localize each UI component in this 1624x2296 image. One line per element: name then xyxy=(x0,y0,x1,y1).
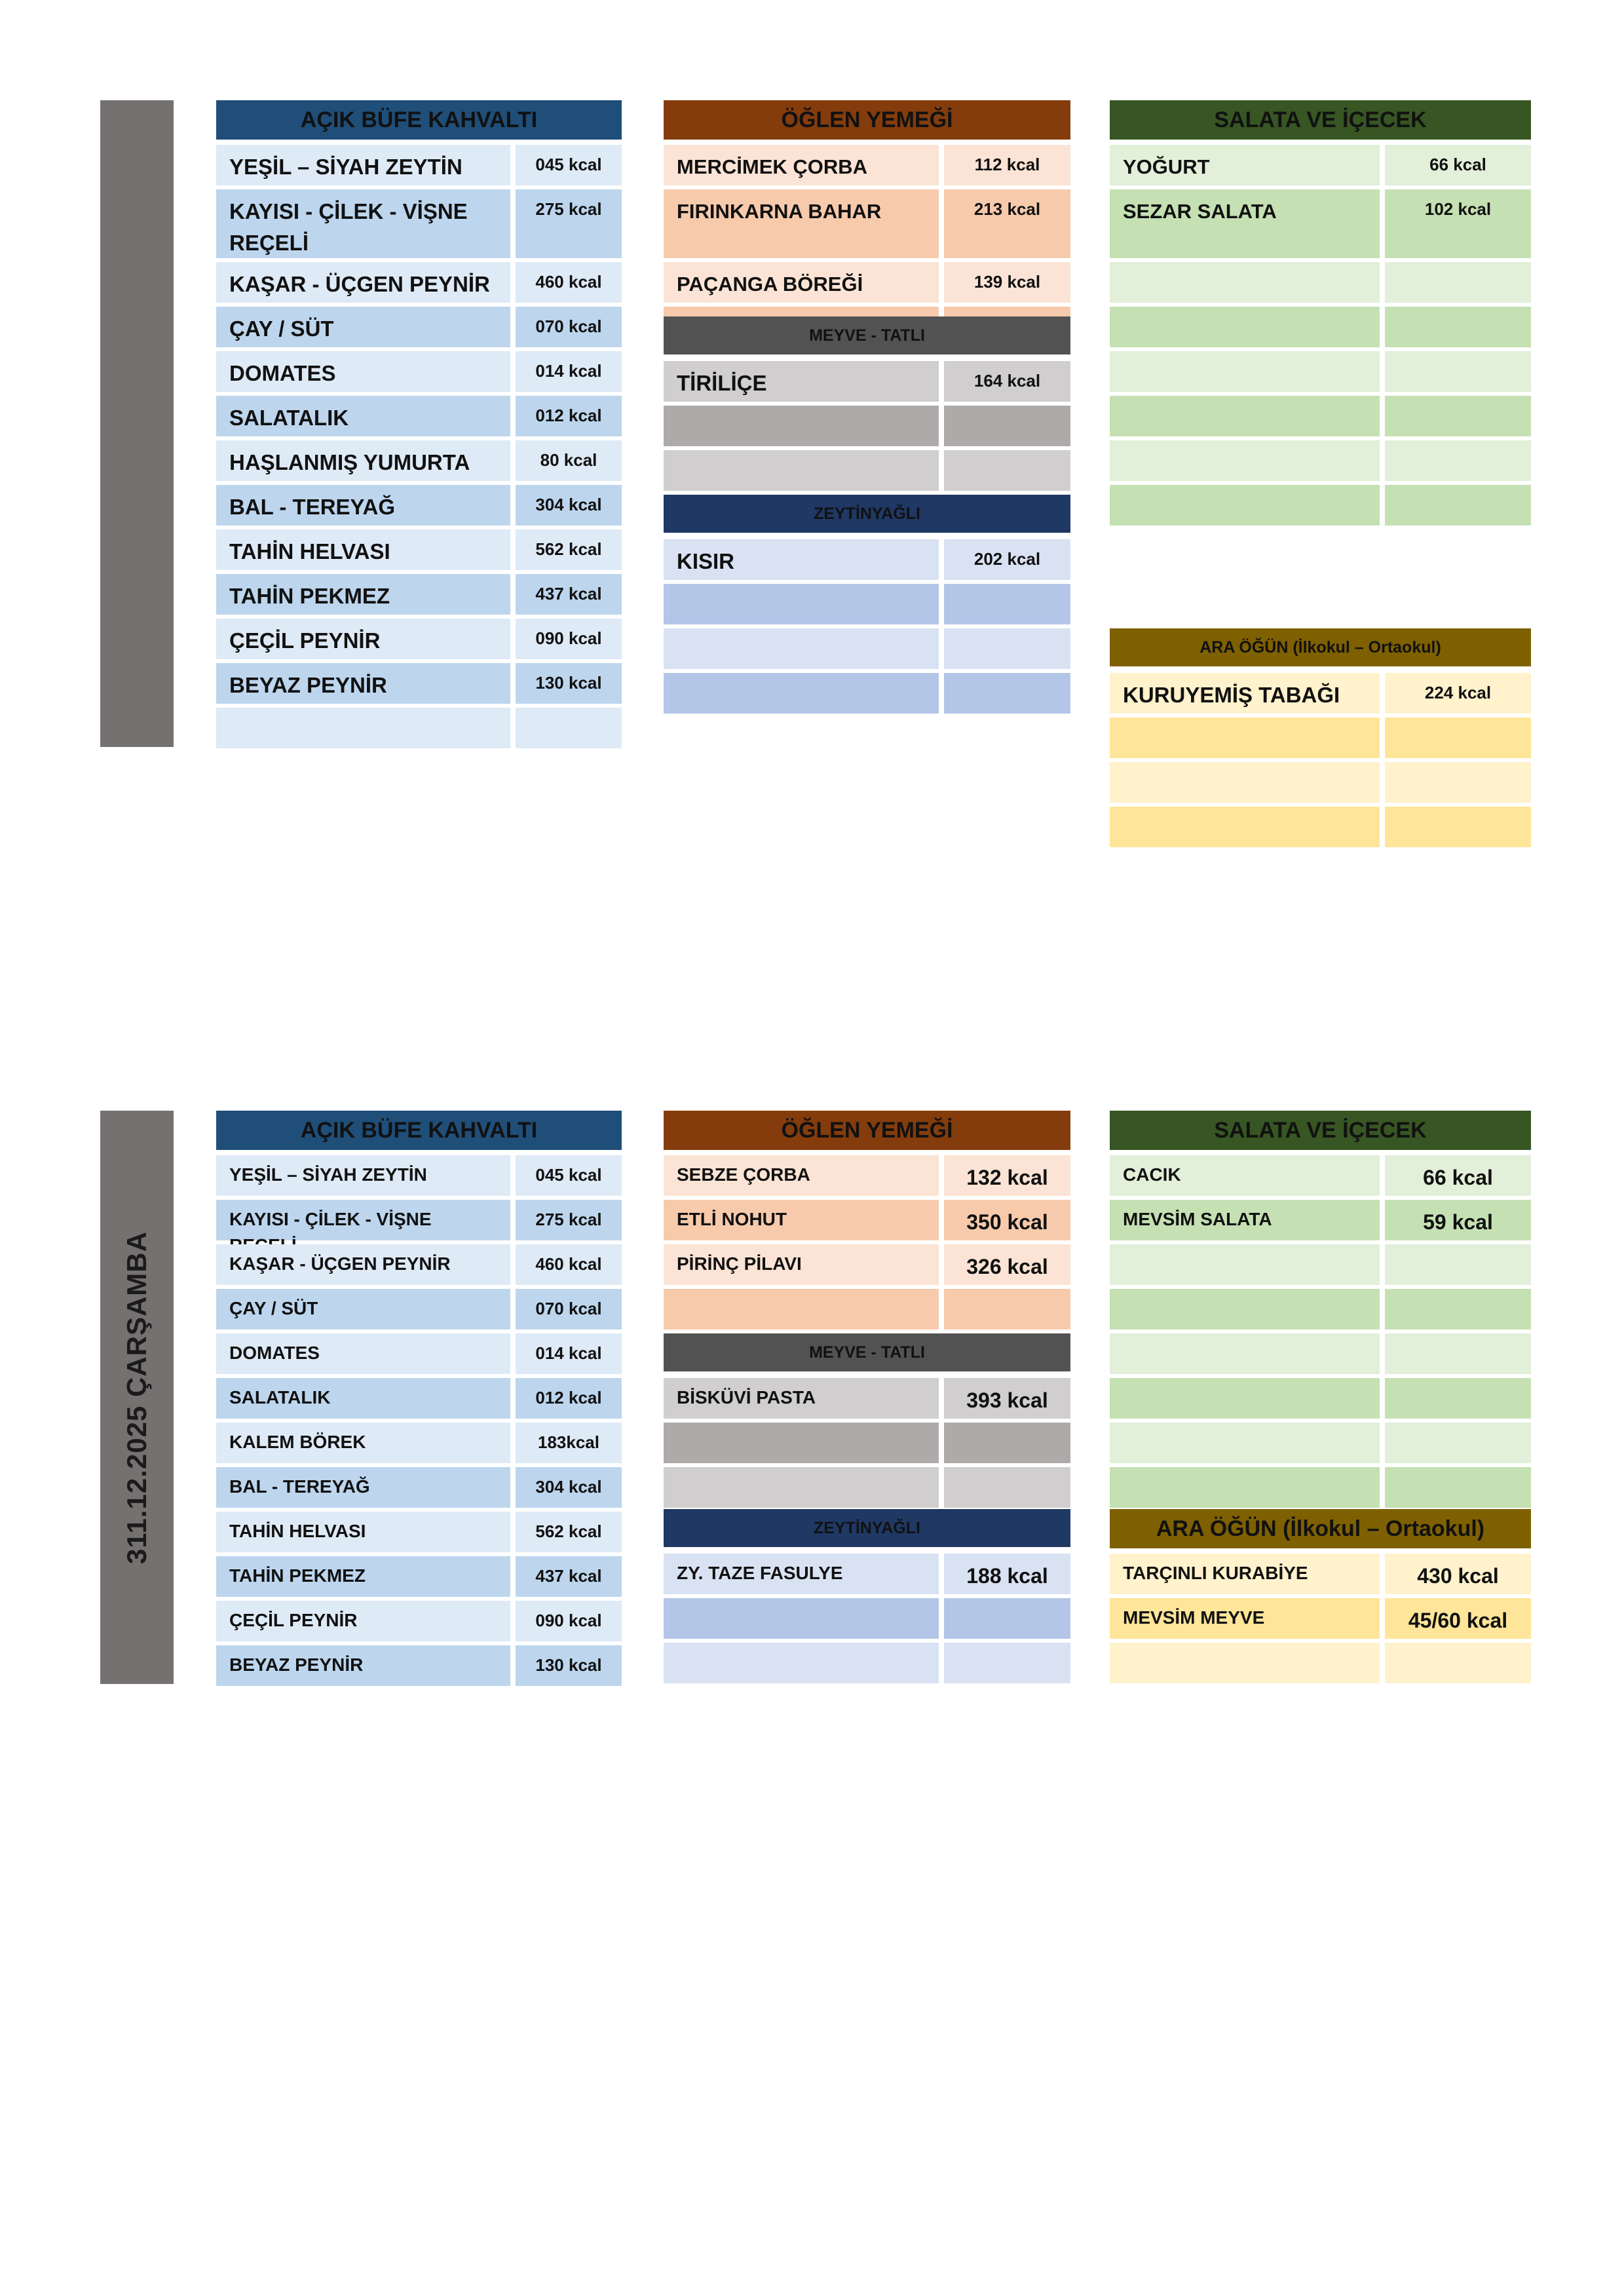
day1-snack-item-kcal xyxy=(1385,718,1531,758)
day2-dessert-item-kcal xyxy=(944,1423,1070,1463)
day1-breakfast-item-name: BAL - TEREYAĞ xyxy=(216,485,510,526)
day1-breakfast-item-kcal: 437 kcal xyxy=(516,574,622,615)
day1-salad-row xyxy=(1110,440,1531,481)
day1-breakfast-item-kcal: 80 kcal xyxy=(516,440,622,481)
day1-salad-row xyxy=(1110,485,1531,526)
day1-snack-row xyxy=(1110,807,1531,847)
day1-breakfast-item-kcal: 070 kcal xyxy=(516,307,622,347)
day1-snack-row xyxy=(1110,673,1531,714)
day1-breakfast-item-name: BEYAZ PEYNİR xyxy=(216,663,510,704)
day1-olive-oil-item-name xyxy=(664,673,939,714)
day2-breakfast-item-kcal: 437 kcal xyxy=(516,1556,622,1597)
day1-salad-item-name: SEZAR SALATA xyxy=(1110,189,1380,258)
day2-salad-item-name: MEVSİM SALATA xyxy=(1110,1200,1380,1240)
day2-salad-item-kcal: 59 kcal xyxy=(1385,1200,1531,1240)
day1-snack-item-kcal xyxy=(1385,762,1531,803)
day1-lunch-item-name: PAÇANGA BÖREĞİ xyxy=(664,262,939,303)
day2-snack-item-kcal xyxy=(1385,1643,1531,1683)
day2-breakfast-row xyxy=(216,1333,622,1374)
day1-breakfast-item-kcal: 014 kcal xyxy=(516,351,622,392)
day2-breakfast-item-kcal: 275 kcal xyxy=(516,1200,622,1240)
day1-breakfast-row xyxy=(216,145,622,185)
day1-breakfast-row xyxy=(216,529,622,570)
day1-olive-oil-item-kcal xyxy=(944,673,1070,714)
day2-breakfast-row xyxy=(216,1244,622,1285)
day1-breakfast-row xyxy=(216,619,622,659)
day2-olive-oil-item-name: ZY. TAZE FASULYE xyxy=(664,1554,939,1594)
day2-salad-item-name xyxy=(1110,1289,1380,1330)
day2-lunch-item-name xyxy=(664,1289,939,1330)
day1-salad-item-name xyxy=(1110,351,1380,392)
day2-snack-item-name: MEVSİM MEYVE xyxy=(1110,1598,1380,1639)
day1-lunch-row xyxy=(664,262,1070,303)
day2-breakfast-item-name: ÇAY / SÜT xyxy=(216,1289,510,1330)
day1-salad-item-kcal xyxy=(1385,440,1531,481)
day2-salad-item-name xyxy=(1110,1333,1380,1374)
day1-lunch-item-kcal: 139 kcal xyxy=(944,262,1070,303)
day1-breakfast-item-kcal: 562 kcal xyxy=(516,529,622,570)
day1-salad-item-name xyxy=(1110,396,1380,436)
day2-dessert-row xyxy=(664,1467,1070,1508)
day1-breakfast-item-name: SALATALIK xyxy=(216,396,510,436)
day1-breakfast-row xyxy=(216,485,622,526)
day2-breakfast-item-name: KALEM BÖREK xyxy=(216,1423,510,1463)
day1-breakfast-row xyxy=(216,574,622,615)
day1-snack-item-name xyxy=(1110,762,1380,803)
day2-breakfast-item-kcal: 304 kcal xyxy=(516,1467,622,1508)
day2-breakfast-item-name: KAŞAR - ÜÇGEN PEYNİR xyxy=(216,1244,510,1285)
day2-lunch-item-kcal: 350 kcal xyxy=(944,1200,1070,1240)
day2-breakfast-item-kcal: 045 kcal xyxy=(516,1155,622,1196)
day2-salad-row xyxy=(1110,1423,1531,1463)
day1-lunch-row xyxy=(664,145,1070,185)
day1-dessert-header: MEYVE - TATLI xyxy=(664,316,1070,354)
day1-breakfast-item-name: TAHİN PEKMEZ xyxy=(216,574,510,615)
day1-salad-header: SALATA VE İÇECEK xyxy=(1110,100,1531,140)
day2-lunch-header: ÖĞLEN YEMEĞİ xyxy=(664,1111,1070,1150)
day1-salad-item-kcal xyxy=(1385,262,1531,303)
day2-dessert-item-name xyxy=(664,1467,939,1508)
day2-dessert-header: MEYVE - TATLI xyxy=(664,1333,1070,1371)
day2-snack-item-kcal: 430 kcal xyxy=(1385,1554,1531,1594)
day2-salad-item-kcal xyxy=(1385,1378,1531,1419)
day1-breakfast-row xyxy=(216,189,622,258)
day2-breakfast-header: AÇIK BÜFE KAHVALTI xyxy=(216,1111,622,1150)
day2-snack-row xyxy=(1110,1643,1531,1683)
day1-salad-item-name xyxy=(1110,307,1380,347)
day2-salad-row xyxy=(1110,1378,1531,1419)
day1-olive-oil-row xyxy=(664,628,1070,669)
day1-olive-oil-row xyxy=(664,673,1070,714)
day2-breakfast-item-kcal: 014 kcal xyxy=(516,1333,622,1374)
day2-salad-item-name xyxy=(1110,1378,1380,1419)
day2-dessert-item-name xyxy=(664,1423,939,1463)
day1-salad-item-kcal: 102 kcal xyxy=(1385,189,1531,258)
day2-date-bar xyxy=(100,1111,174,1684)
day1-lunch-item-name: FIRINKARNA BAHAR xyxy=(664,189,939,258)
day2-salad-item-kcal xyxy=(1385,1289,1531,1330)
day1-breakfast-item-name: HAŞLANMIŞ YUMURTA xyxy=(216,440,510,481)
day1-olive-oil-item-kcal xyxy=(944,584,1070,624)
day1-breakfast-row xyxy=(216,708,622,748)
day1-dessert-item-name xyxy=(664,406,939,446)
day2-snack-row xyxy=(1110,1554,1531,1594)
day1-breakfast-item-name: KAŞAR - ÜÇGEN PEYNİR xyxy=(216,262,510,303)
day1-breakfast-row xyxy=(216,440,622,481)
day1-breakfast-item-name: ÇAY / SÜT xyxy=(216,307,510,347)
day1-breakfast-row xyxy=(216,307,622,347)
day2-salad-item-name xyxy=(1110,1467,1380,1508)
day2-breakfast-item-name: BAL - TEREYAĞ xyxy=(216,1467,510,1508)
day1-dessert-item-kcal xyxy=(944,450,1070,491)
day1-breakfast-row xyxy=(216,351,622,392)
day2-breakfast-item-name: KAYISI - ÇİLEK - VİŞNE xyxy=(216,1200,510,1240)
day2-breakfast-row xyxy=(216,1467,622,1508)
day1-breakfast-item-name xyxy=(216,708,510,748)
day1-breakfast-item-name: ÇEÇİL PEYNİR xyxy=(216,619,510,659)
day2-snack-item-name: TARÇINLI KURABİYE xyxy=(1110,1554,1380,1594)
day1-dessert-item-kcal: 164 kcal xyxy=(944,361,1070,402)
day2-breakfast-item-name: ÇEÇİL PEYNİR xyxy=(216,1601,510,1641)
day1-olive-oil-row xyxy=(664,584,1070,624)
day1-salad-row xyxy=(1110,262,1531,303)
day2-breakfast-row xyxy=(216,1200,622,1240)
day1-olive-oil-item-name xyxy=(664,584,939,624)
day2-salad-header: SALATA VE İÇECEK xyxy=(1110,1111,1531,1150)
day1-breakfast-row xyxy=(216,396,622,436)
day2-salad-row xyxy=(1110,1200,1531,1240)
day2-dessert-item-kcal: 393 kcal xyxy=(944,1378,1070,1419)
day2-breakfast-row xyxy=(216,1556,622,1597)
day1-breakfast-header: AÇIK BÜFE KAHVALTI xyxy=(216,100,622,140)
day1-snack-row xyxy=(1110,718,1531,758)
day1-olive-oil-item-name xyxy=(664,628,939,669)
day1-salad-item-name xyxy=(1110,262,1380,303)
day2-breakfast-item-kcal: 070 kcal xyxy=(516,1289,622,1330)
day2-breakfast-item-kcal: 183kcal xyxy=(516,1423,622,1463)
day2-snack-header: ARA ÖĞÜN (İlkokul – Ortaokul) xyxy=(1110,1509,1531,1548)
day2-dessert-row xyxy=(664,1378,1070,1419)
day1-breakfast-item-name: TAHİN HELVASI xyxy=(216,529,510,570)
day2-salad-row xyxy=(1110,1289,1531,1330)
day2-breakfast-item-kcal: 130 kcal xyxy=(516,1645,622,1686)
day1-dessert-item-name: TİRİLİÇE xyxy=(664,361,939,402)
day2-breakfast-row xyxy=(216,1423,622,1463)
day1-snack-item-name: KURUYEMİŞ TABAĞI xyxy=(1110,673,1380,714)
day1-olive-oil-item-kcal xyxy=(944,628,1070,669)
day1-salad-row xyxy=(1110,145,1531,185)
day1-snack-row xyxy=(1110,762,1531,803)
day1-olive-oil-header: ZEYTİNYAĞLI xyxy=(664,495,1070,533)
day2-breakfast-item-name: TAHİN HELVASI xyxy=(216,1512,510,1552)
day1-breakfast-row xyxy=(216,663,622,704)
day2-snack-item-name xyxy=(1110,1643,1380,1683)
day2-lunch-row xyxy=(664,1244,1070,1285)
day2-breakfast-item-name: BEYAZ PEYNİR xyxy=(216,1645,510,1686)
day1-breakfast-item-kcal: 460 kcal xyxy=(516,262,622,303)
day2-breakfast-item-kcal: 012 kcal xyxy=(516,1378,622,1419)
day1-dessert-row xyxy=(664,361,1070,402)
day1-snack-item-name xyxy=(1110,807,1380,847)
day1-salad-row xyxy=(1110,396,1531,436)
day1-dessert-item-name xyxy=(664,450,939,491)
day2-salad-item-kcal xyxy=(1385,1244,1531,1285)
day1-lunch-row xyxy=(664,189,1070,258)
day1-salad-item-kcal xyxy=(1385,485,1531,526)
day1-snack-header: ARA ÖĞÜN (İlkokul – Ortaokul) xyxy=(1110,628,1531,666)
day2-breakfast-row xyxy=(216,1512,622,1552)
day2-breakfast-item-name: YEŞİL – SİYAH ZEYTİN xyxy=(216,1155,510,1196)
day2-lunch-item-name: ETLİ NOHUT xyxy=(664,1200,939,1240)
day1-breakfast-item-name: YEŞİL – SİYAH ZEYTİN xyxy=(216,145,510,185)
day2-salad-row xyxy=(1110,1467,1531,1508)
day1-breakfast-row xyxy=(216,262,622,303)
day2-lunch-item-name: SEBZE ÇORBA xyxy=(664,1155,939,1196)
day2-breakfast-row xyxy=(216,1289,622,1330)
day1-lunch-item-kcal: 112 kcal xyxy=(944,145,1070,185)
day2-salad-row xyxy=(1110,1155,1531,1196)
day2-lunch-item-kcal: 326 kcal xyxy=(944,1244,1070,1285)
day2-olive-oil-row xyxy=(664,1598,1070,1639)
day2-lunch-row xyxy=(664,1289,1070,1330)
day1-salad-item-name: YOĞURT xyxy=(1110,145,1380,185)
day1-salad-item-name xyxy=(1110,440,1380,481)
day1-lunch-item-name: MERCİMEK ÇORBA xyxy=(664,145,939,185)
day2-olive-oil-row xyxy=(664,1554,1070,1594)
day2-salad-item-kcal xyxy=(1385,1333,1531,1374)
day1-salad-row xyxy=(1110,351,1531,392)
day2-breakfast-item-kcal: 460 kcal xyxy=(516,1244,622,1285)
day1-olive-oil-row xyxy=(664,539,1070,580)
day2-dessert-item-name: BİSKÜVİ PASTA xyxy=(664,1378,939,1419)
day1-olive-oil-item-name: KISIR xyxy=(664,539,939,580)
day1-snack-item-kcal xyxy=(1385,807,1531,847)
day2-dessert-item-kcal xyxy=(944,1467,1070,1508)
day2-salad-item-kcal xyxy=(1385,1423,1531,1463)
day2-olive-oil-item-name xyxy=(664,1598,939,1639)
day2-salad-row xyxy=(1110,1244,1531,1285)
day2-salad-item-name: CACIK xyxy=(1110,1155,1380,1196)
day1-breakfast-item-kcal: 012 kcal xyxy=(516,396,622,436)
day2-salad-item-kcal: 66 kcal xyxy=(1385,1155,1531,1196)
day2-salad-item-kcal xyxy=(1385,1467,1531,1508)
day2-date-label: 311.12.2025 ÇARŞAMBA xyxy=(121,1231,152,1564)
day1-breakfast-item-kcal: 130 kcal xyxy=(516,663,622,704)
day2-olive-oil-item-kcal xyxy=(944,1598,1070,1639)
day1-lunch-header: ÖĞLEN YEMEĞİ xyxy=(664,100,1070,140)
day2-breakfast-row xyxy=(216,1155,622,1196)
day2-lunch-row xyxy=(664,1200,1070,1240)
day2-lunch-item-name: PİRİNÇ PİLAVI xyxy=(664,1244,939,1285)
day1-salad-item-kcal xyxy=(1385,307,1531,347)
day1-olive-oil-item-kcal: 202 kcal xyxy=(944,539,1070,580)
day2-breakfast-row xyxy=(216,1601,622,1641)
day2-olive-oil-item-kcal: 188 kcal xyxy=(944,1554,1070,1594)
day2-snack-row xyxy=(1110,1598,1531,1639)
day2-salad-item-name xyxy=(1110,1423,1380,1463)
day2-dessert-row xyxy=(664,1423,1070,1463)
day2-breakfast-item-name: TAHİN PEKMEZ xyxy=(216,1556,510,1597)
day2-salad-item-name xyxy=(1110,1244,1380,1285)
day1-breakfast-item-kcal xyxy=(516,708,622,748)
day1-lunch-item-kcal: 213 kcal xyxy=(944,189,1070,258)
day1-dessert-item-kcal xyxy=(944,406,1070,446)
day1-snack-item-name xyxy=(1110,718,1380,758)
day1-breakfast-item-kcal: 045 kcal xyxy=(516,145,622,185)
day1-snack-item-kcal: 224 kcal xyxy=(1385,673,1531,714)
day1-salad-row xyxy=(1110,189,1531,258)
day2-breakfast-row xyxy=(216,1645,622,1686)
day1-breakfast-item-name: DOMATES xyxy=(216,351,510,392)
day2-salad-row xyxy=(1110,1333,1531,1374)
day1-dessert-row xyxy=(664,450,1070,491)
day1-salad-row xyxy=(1110,307,1531,347)
day1-breakfast-item-kcal: 090 kcal xyxy=(516,619,622,659)
day1-dessert-row xyxy=(664,406,1070,446)
day2-lunch-row xyxy=(664,1155,1070,1196)
day2-snack-item-kcal: 45/60 kcal xyxy=(1385,1598,1531,1639)
day2-lunch-item-kcal xyxy=(944,1289,1070,1330)
day2-breakfast-item-name: SALATALIK xyxy=(216,1378,510,1419)
day2-olive-oil-row xyxy=(664,1643,1070,1683)
day1-salad-item-name xyxy=(1110,485,1380,526)
day2-breakfast-item-kcal: 562 kcal xyxy=(516,1512,622,1552)
day1-date-bar xyxy=(100,100,174,747)
day1-salad-item-kcal xyxy=(1385,396,1531,436)
day2-lunch-item-kcal: 132 kcal xyxy=(944,1155,1070,1196)
day2-olive-oil-item-kcal xyxy=(944,1643,1070,1683)
day1-breakfast-item-kcal: 304 kcal xyxy=(516,485,622,526)
day1-salad-item-kcal: 66 kcal xyxy=(1385,145,1531,185)
day1-breakfast-item-name: KAYISI - ÇİLEK - VİŞNE REÇELİ xyxy=(216,189,510,258)
day1-breakfast-item-kcal: 275 kcal xyxy=(516,189,622,258)
day2-breakfast-row xyxy=(216,1378,622,1419)
day2-olive-oil-header: ZEYTİNYAĞLI xyxy=(664,1509,1070,1547)
day2-breakfast-item-name: DOMATES xyxy=(216,1333,510,1374)
day2-olive-oil-item-name xyxy=(664,1643,939,1683)
day2-breakfast-item-kcal: 090 kcal xyxy=(516,1601,622,1641)
day1-salad-item-kcal xyxy=(1385,351,1531,392)
